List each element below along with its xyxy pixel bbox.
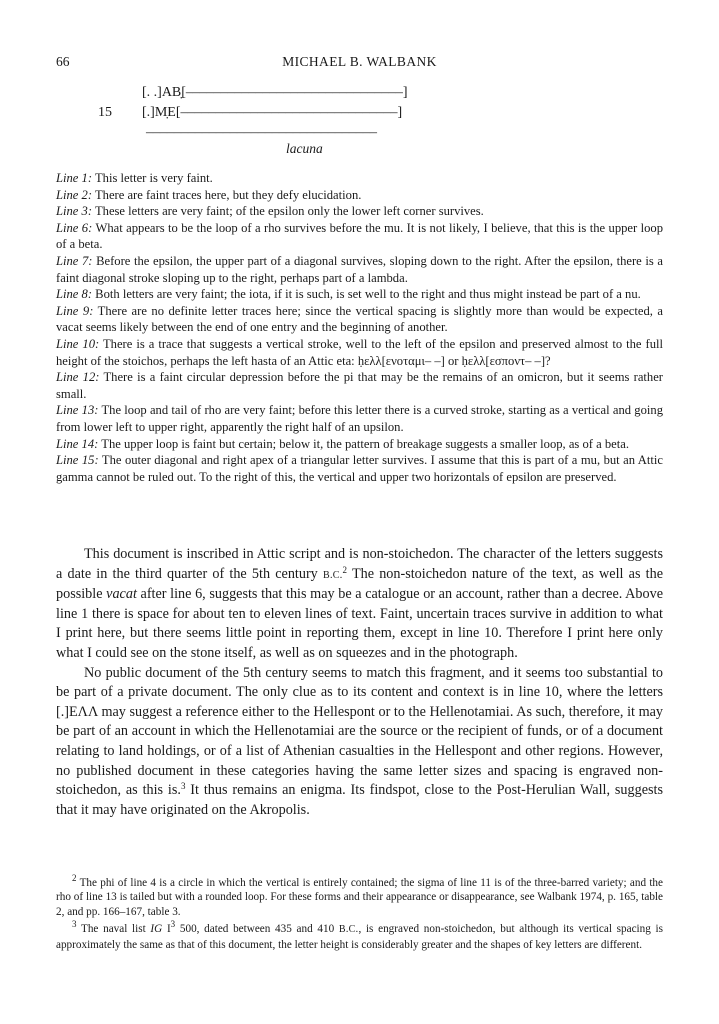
lacuna-label: lacuna	[286, 141, 323, 156]
page-number: 66	[56, 54, 70, 69]
note-label: Line 10:	[56, 336, 100, 351]
footnote-mark: 2	[72, 873, 77, 883]
note-text: These letters are very faint; of the epsilon only the lower left corner survives.	[92, 204, 484, 219]
note-text: There are no definite letter traces here; since the vertical spacing is slightly more than would be expected, a vacat seems likely between the end of one entry and the beginning of another.	[56, 303, 663, 335]
body-text-run: The non-stoichedon nature of the text, as well as the possible	[56, 565, 663, 603]
note	[56, 220, 663, 253]
note-text: The outer diagonal and right apex of a triangular letter survives. I assume that this is part of a mu, but an Attic gamma cannot be ruled out. To the right of this, the vertical and upper two horizontals of epsilon are preserved.	[56, 453, 663, 484]
note	[56, 170, 663, 187]
footnote-text: The phi of line 4 is a circle in which the vertical is entirely contained; the sigma of line 11 is of the three-barred variety; and the rho of line 13 is tailed but with a rounded loop. For these forms and their appearance or disappearance, see Walbank 1974, p. 165, table 2, and pp. 166–167, table 3.	[56, 877, 663, 918]
note	[56, 336, 663, 369]
era-abbreviation: B.C.	[338, 924, 359, 936]
note-text: There is a trace that suggests a vertical stroke, well to the left of the epsilon and preserved almost to the full height of the stoichos, perhaps the left hasta of an Attic eta: ḥελλ[ενοταμι– –] or ḥελλ[εσποντ– –]?	[56, 336, 663, 368]
main-text	[56, 545, 663, 820]
note-label: Line 7:	[56, 253, 93, 268]
ig-abbreviation: IG	[150, 923, 163, 936]
note-text: Both letters are very faint; the iota, if it is such, is set well to the right and thus might instead be part of a nu.	[92, 287, 641, 302]
footnote-text: The naval list	[76, 923, 151, 936]
note	[56, 369, 663, 402]
note-text: There are faint traces here, but they defy elucidation.	[92, 187, 362, 202]
note-text: This letter is very faint.	[92, 171, 213, 185]
epigraphical-notes	[56, 170, 663, 485]
body-paragraph	[56, 664, 663, 821]
note	[56, 303, 663, 336]
note-label: Line 1:	[56, 171, 93, 185]
note	[56, 452, 663, 485]
running-header	[56, 54, 663, 70]
footnote-text: I	[162, 923, 171, 936]
footnote	[56, 919, 663, 952]
note-label: Line 6:	[56, 220, 93, 235]
note-label: Line 12:	[56, 370, 100, 385]
footnote	[56, 873, 663, 919]
body-text-run: It thus remains an enigma. Its findspot, close to the Post-Herulian Wall, suggests that it may have originated on the Akropolis.	[56, 782, 663, 818]
note-label: Line 9:	[56, 303, 94, 318]
volume-superscript: 3	[170, 919, 176, 930]
note-label: Line 15:	[56, 453, 99, 468]
note-label: Line 13:	[56, 403, 99, 418]
inscription-line-text: [. .]ΑΒ̣[–––––––––––––––––––––––––––––––]	[142, 85, 408, 100]
footnote-ref[interactable]: 3	[180, 781, 186, 792]
note-text: Before the epsilon, the upper part of a diagonal survives, sloping down to the right. After the epsilon, there is a faint diagonal stroke sloping up to the right, perhaps part of a lambda.	[56, 253, 663, 285]
note-label: Line 8:	[56, 287, 93, 302]
note	[56, 436, 663, 453]
footnotes	[56, 873, 663, 955]
note-text: What appears to be the loop of a rho survives before the mu. It is not likely, I believe, that this is the upper loop of a beta.	[56, 220, 663, 252]
body-text-run: No public document of the 5th century seems to match this fragment, and it seems too substantial to be part of a private document. The only clue as to its content and context is in line 10, where the letters [.]ΕΛΛ may suggest a reference either to the Hellespont or to the Hellenotamiai. As such, therefore, it may be part of an account in which the Hellenotamiai are the source or the recipient of funds, or of a document relating to land holdings, or of a list of Athenian casualties in the Hellespont and other regions. However, no published document in these categories having the same letter sizes and spacing is engraved non-stoichedon, as this is.	[56, 664, 663, 799]
note-label: Line 14:	[56, 436, 99, 451]
inscription-line-number: 15	[98, 105, 112, 120]
inscription-break-line: –––––––––––––––––––––––––––––––––	[146, 125, 377, 140]
note	[56, 203, 663, 220]
body-paragraph	[56, 545, 663, 664]
body-text-run: This document is inscribed in Attic script and is non-stoichedon. The character of the letters suggests a date in the third quarter of the 5th century	[56, 546, 663, 582]
footnote-text: , is engraved non-stoichedon, but although its vertical spacing is approximately the same as that of this document, the letter height is considerably greater and the shapes of key letters are different.	[56, 923, 663, 951]
note	[56, 187, 663, 204]
note	[56, 286, 663, 303]
running-head-author: MICHAEL B. WALBANK	[282, 54, 437, 69]
note	[56, 253, 663, 286]
note-text: The loop and tail of rho are very faint; before this letter there is a curved stroke, starting as a vertical and going from lower left to upper right, apparently the right half of an upsilon.	[56, 403, 663, 434]
footnote-ref[interactable]: 2	[342, 564, 348, 575]
footnote-text: 500, dated between 435 and 410	[175, 923, 339, 936]
body-text-run: after line 6, suggests that this may be a catalogue or an account, rather than a decree. Above line 1 there is space for about ten to eleven lines of text. Faint, uncertain traces survive in addition to what I print here, but there seems little point in reporting them, except in line 10. Therefore I print here only what I could see on the stone itself, as well as on squeezes and in the photograph.	[56, 586, 663, 661]
note-text: There is a faint circular depression before the pi that may be the remains of an omicron, but it seems rather small.	[56, 370, 664, 401]
note-text: The upper loop is faint but certain; below it, the pattern of breakage suggests a smaller loop, as of a beta.	[98, 436, 629, 451]
vacat-term: vacat	[106, 586, 137, 603]
inscription-line-text: [.]Μ̣Ε[–––––––––––––––––––––––––––––––]	[142, 105, 403, 120]
era-abbreviation: B.C.	[322, 569, 343, 581]
note-label: Line 3:	[56, 204, 93, 219]
note	[56, 402, 663, 435]
note-label: Line 2:	[56, 187, 93, 202]
footnote-mark: 3	[72, 919, 77, 930]
